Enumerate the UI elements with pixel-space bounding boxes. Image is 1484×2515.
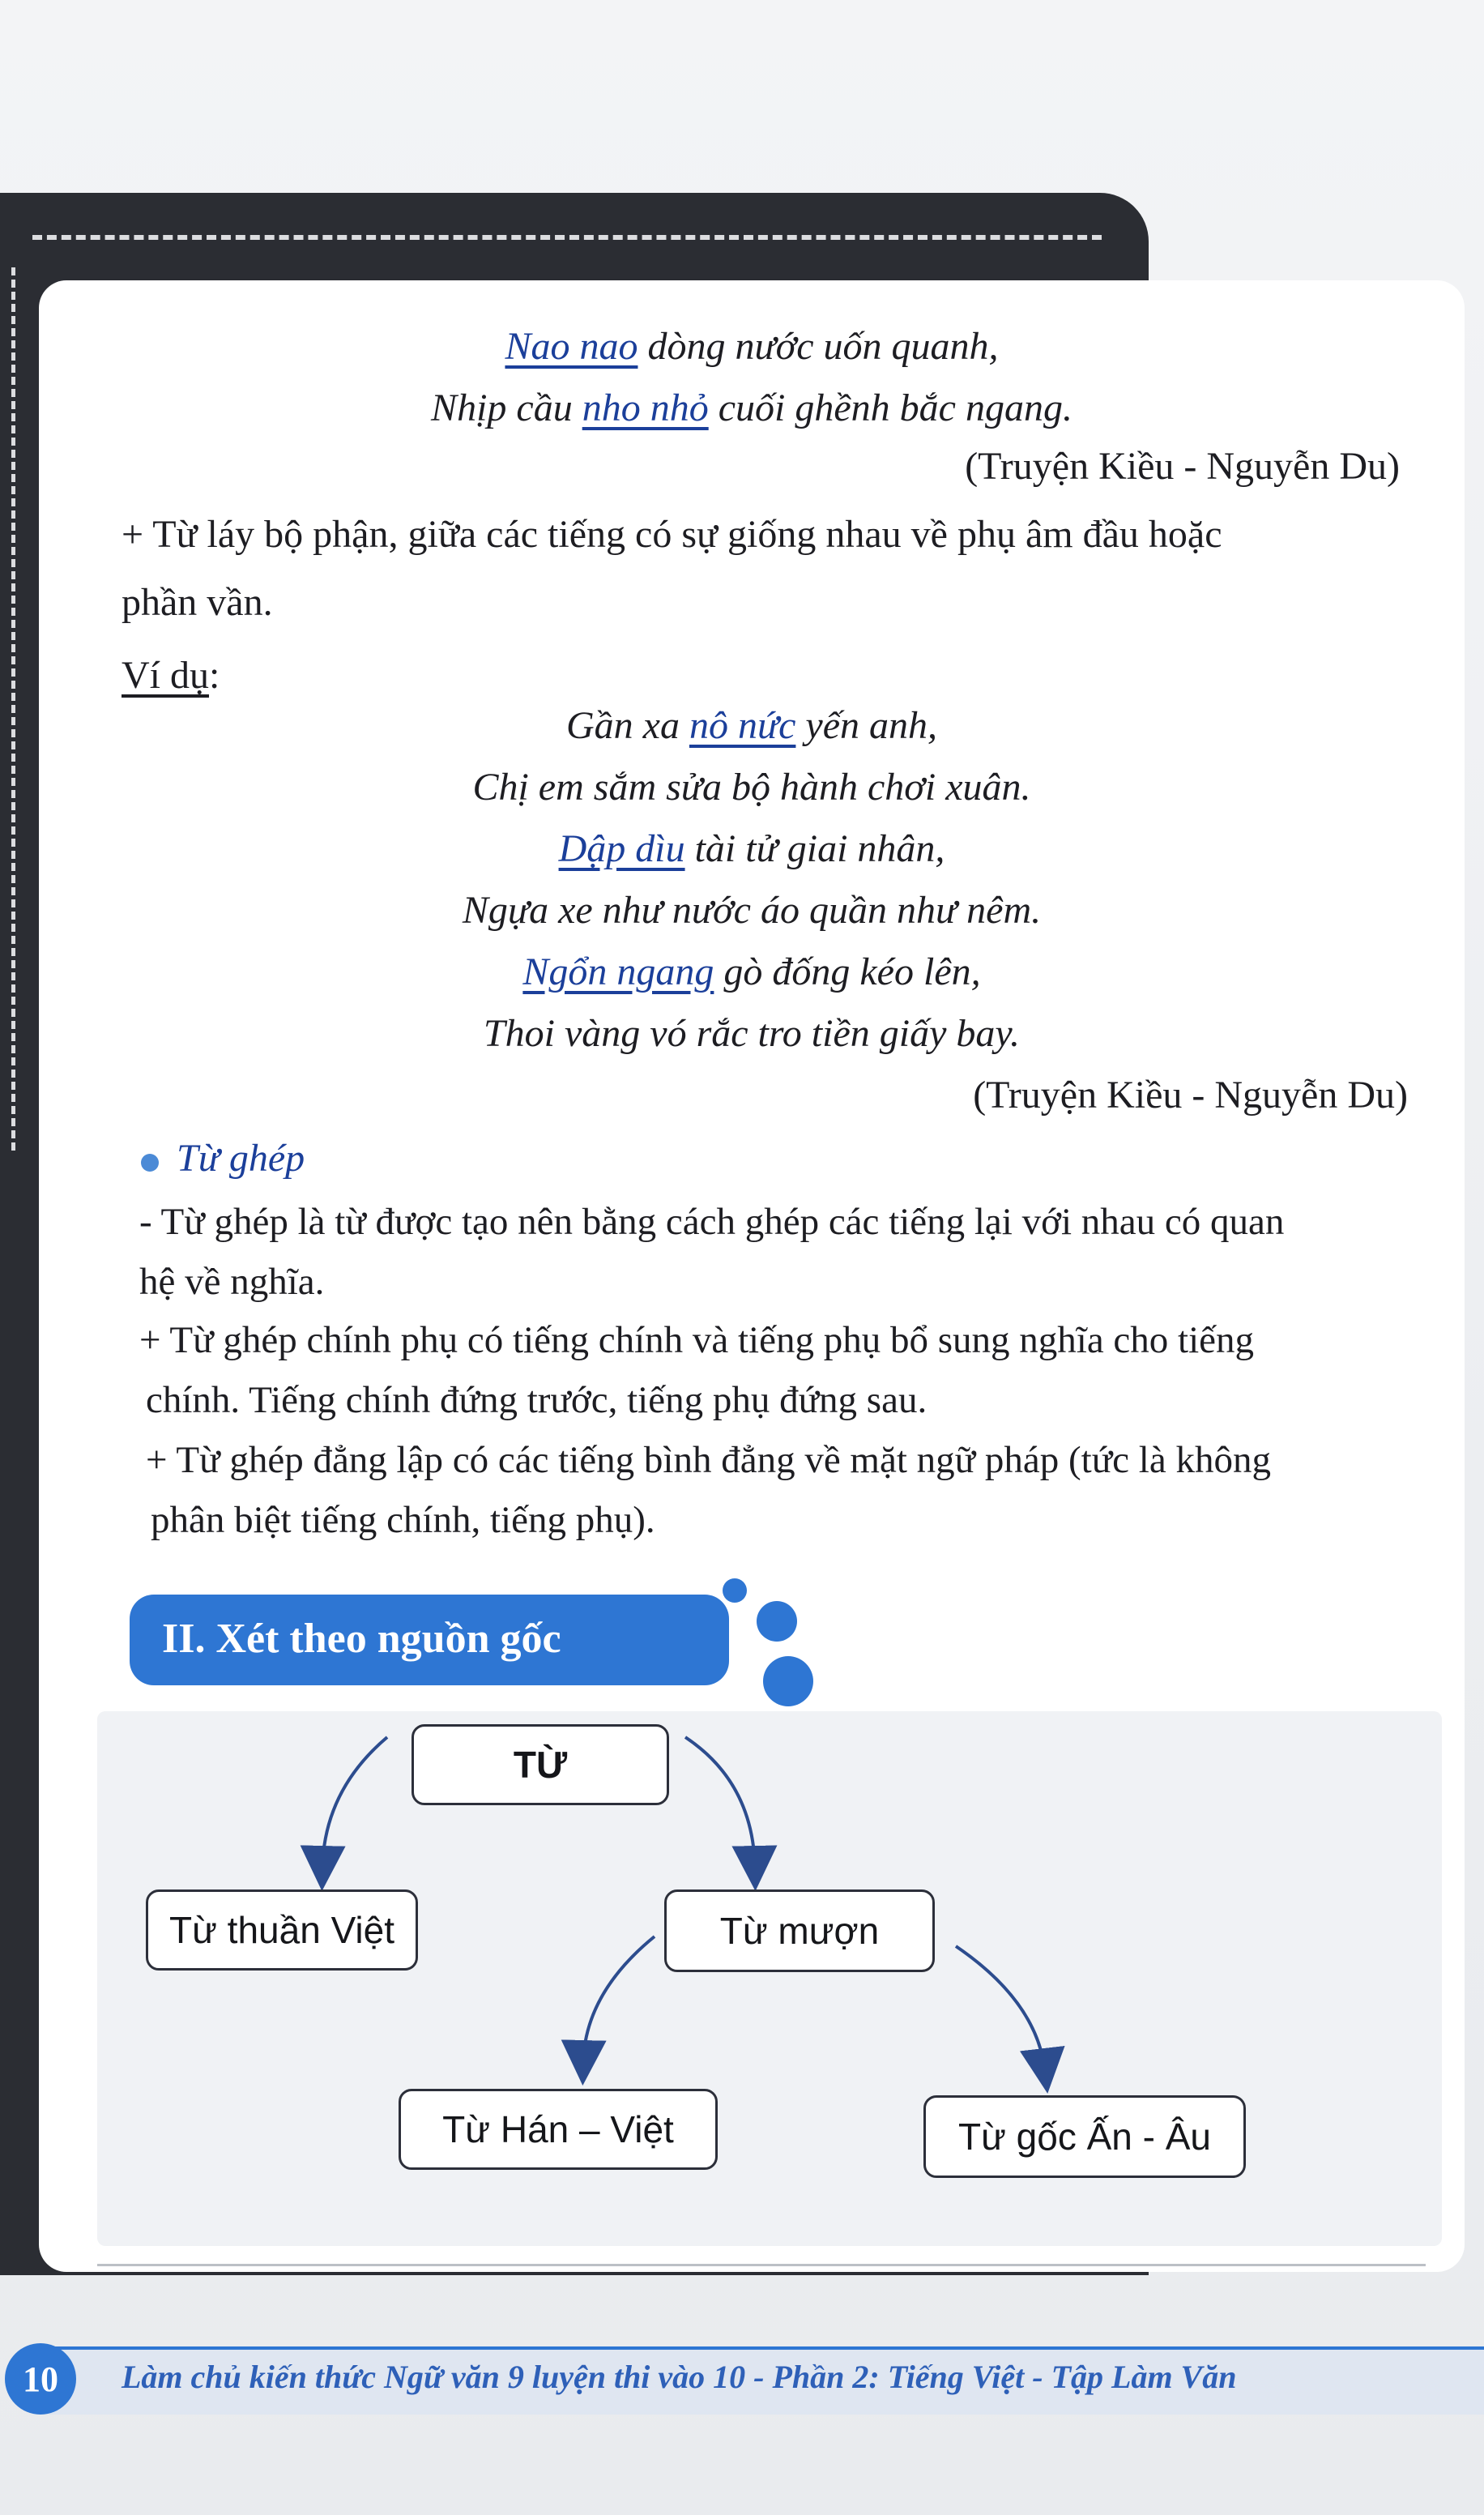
poem-text: Gần xa [565, 704, 689, 747]
paragraph-line: phân biệt tiếng chính, tiếng phụ). [151, 1499, 655, 1541]
section-title: II. Xét theo nguồn gốc [162, 1616, 561, 1662]
paragraph-line: hệ về nghĩa. [139, 1261, 325, 1303]
poem-text: cuối ghềnh bắc ngang. [708, 386, 1072, 429]
compound-heading: Từ ghép [177, 1137, 305, 1180]
poem-text: dòng nước uốn quanh, [638, 325, 999, 368]
arrow-to-borrowed [685, 1737, 755, 1868]
source-citation: (Truyện Kiều - Nguyễn Du) [965, 445, 1400, 488]
colon: : [209, 654, 220, 697]
arrow-to-sino [583, 1936, 655, 2063]
node-borrowed-words: Từ mượn [664, 1889, 935, 1972]
paragraph-line: phần vần. [122, 581, 273, 624]
poem2-line6: Thoi vàng vó rắc tro tiền giấy bay. [483, 1012, 1021, 1055]
paragraph-line: chính. Tiếng chính đứng trước, tiếng phụ đứng sau. [146, 1379, 927, 1421]
underlined-word: nho nhỏ [582, 386, 709, 429]
card-bottom-divider [97, 2264, 1426, 2266]
footer-book-title: Làm chủ kiến thức Ngữ văn 9 luyện thi vào 10 - Phần 2: Tiếng Việt - Tập Làm Văn [122, 2359, 1237, 2395]
paragraph-line: - Từ ghép là từ được tạo nên bằng cách ghép các tiếng lại với nhau có quan [139, 1201, 1285, 1243]
poem-text: tài tử giai nhân, [684, 827, 945, 870]
underlined-word: Nao nao [505, 325, 638, 368]
example-label-text: Ví dụ [122, 654, 209, 697]
poem-text: Nhịp cầu [431, 386, 582, 429]
paragraph-line: + Từ ghép đẳng lập có các tiếng bình đẳng về mặt ngữ pháp (tức là không [146, 1439, 1271, 1481]
poem2-line4: Ngựa xe như nước áo quần như nêm. [462, 889, 1042, 932]
node-indo-european: Từ gốc Ấn - Âu [923, 2095, 1246, 2178]
underlined-word: Dập dìu [558, 827, 685, 870]
poem-text: gò đống kéo lên, [714, 950, 981, 993]
node-sino-vietnamese: Từ Hán – Việt [399, 2089, 718, 2170]
node-root: TỪ [412, 1724, 669, 1805]
paragraph-line: + Từ láy bộ phận, giữa các tiếng có sự giống nhau về phụ âm đầu hoặc [122, 513, 1222, 556]
paragraph-line: + Từ ghép chính phụ có tiếng chính và tiếng phụ bổ sung nghĩa cho tiếng [139, 1319, 1255, 1361]
poem-text: yến anh, [795, 704, 938, 747]
underlined-word: Ngổn ngang [522, 950, 714, 993]
node-native-words: Từ thuần Việt [146, 1889, 418, 1971]
page-number: 10 [5, 2343, 76, 2415]
underlined-word: nô nức [689, 704, 796, 747]
arrow-to-indo [956, 1946, 1045, 2071]
arrow-to-native [322, 1737, 387, 1868]
source-citation: (Truyện Kiều - Nguyễn Du) [973, 1074, 1408, 1117]
poem2-line2: Chị em sắm sửa bộ hành chơi xuân. [472, 766, 1031, 809]
